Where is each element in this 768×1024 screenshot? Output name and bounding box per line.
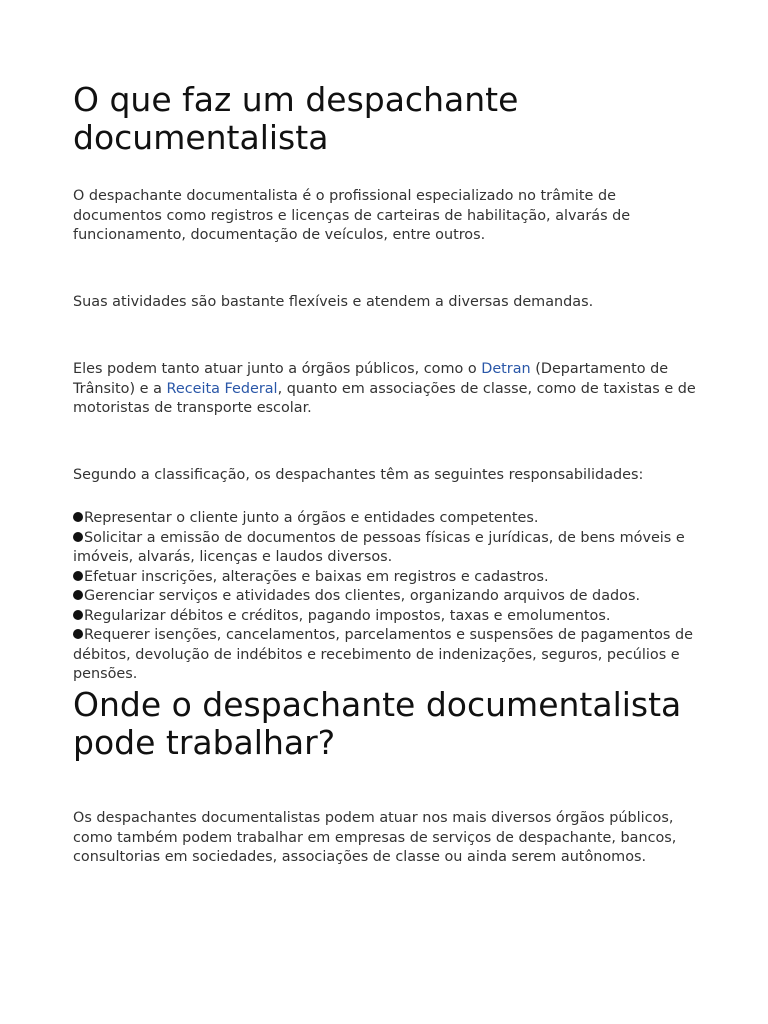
bullet-icon (73, 610, 83, 620)
workplaces-paragraph (73, 360, 698, 419)
bullet-icon (73, 532, 83, 542)
workplaces-text-1: Eles podem tanto atuar junto a órgãos públicos, como o (73, 361, 482, 377)
page-title: O que faz um despachante documentalista (73, 80, 519, 157)
activities-paragraph: Suas atividades são bastante flexíveis e atendem a diversas demandas. (73, 294, 594, 310)
classification-paragraph: Segundo a classificação, os despachantes têm as seguintes responsabilidades: (73, 467, 644, 483)
bullet-icon (73, 512, 83, 522)
section-title: Onde o despachante documentalista pode trabalhar? (73, 685, 682, 762)
where-work-paragraph: Os despachantes documentalistas podem atuar nos mais diversos órgãos públicos, como também podem trabalhar em empresas de serviços de despachante, bancos, consultorias em sociedades, associações de classe ou ainda serem autônomos. (73, 810, 677, 865)
list-item: Requerer isenções, cancelamentos, parcelamentos e suspensões de pagamentos de débitos, devolução de indébitos e recebimento de indenizações, seguros, pecúlios e pensões. (73, 627, 693, 682)
detran-link[interactable]: Detran (481, 361, 531, 377)
bullet-icon (73, 590, 83, 600)
bullet-icon (73, 629, 83, 639)
list-item: Representar o cliente junto a órgãos e entidades competentes. (73, 509, 698, 529)
responsibilities-list (73, 509, 698, 685)
workplaces-text-3: , quanto em associações de classe, como de taxistas e de motoristas de transporte escolar. (73, 380, 696, 416)
receita-federal-link[interactable]: Receita Federal (166, 380, 278, 397)
list-item: Efetuar inscrições, alterações e baixas em registros e cadastros. (73, 568, 698, 588)
workplaces-text-2: (Departamento de Trânsito) e a (73, 361, 669, 397)
list-item: Gerenciar serviços e atividades dos clientes, organizando arquivos de dados. (73, 587, 698, 607)
list-item: Solicitar a emissão de documentos de pessoas físicas e jurídicas, de bens móveis e imóveis, alvarás, licenças e laudos diversos. (73, 529, 685, 565)
list-item: Regularizar débitos e créditos, pagando impostos, taxas e emolumentos. (73, 607, 698, 627)
bullet-icon (73, 571, 83, 581)
intro-paragraph: O despachante documentalista é o profissional especializado no trâmite de documentos como registros e licenças de carteiras de habilitação, alvarás de funcionamento, documentação de veículos, entre outros. (73, 188, 631, 243)
